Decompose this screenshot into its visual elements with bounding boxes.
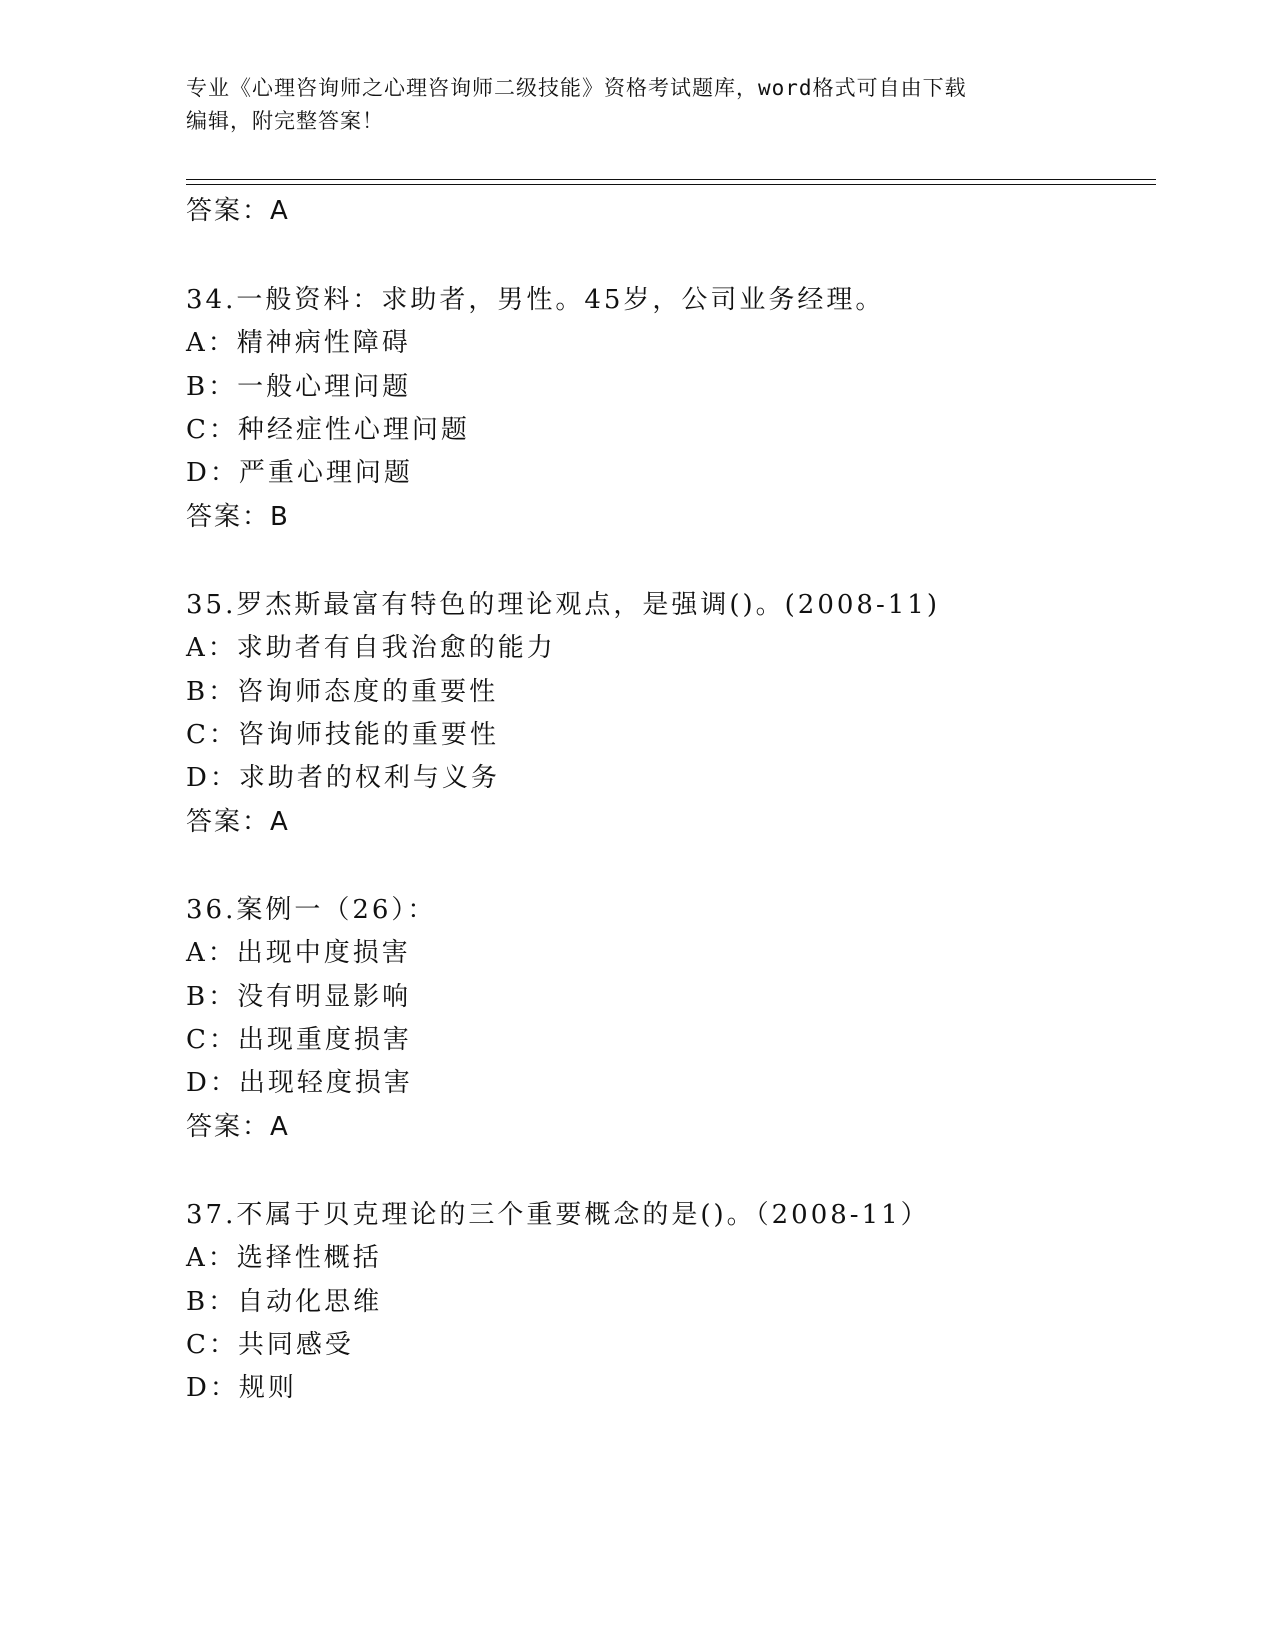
option-b: B：一般心理问题 bbox=[186, 372, 412, 402]
option-d: D：规则 bbox=[186, 1373, 297, 1403]
answer-line: 答案：A bbox=[186, 807, 290, 837]
option-a: A：选择性概括 bbox=[186, 1243, 382, 1273]
header-divider-bottom bbox=[186, 184, 1156, 185]
option-c: C：共同感受 bbox=[186, 1330, 354, 1360]
question-stem: 35.罗杰斯最富有特色的理论观点，是强调()。(2008-11) bbox=[186, 590, 940, 620]
option-b: B：咨询师态度的重要性 bbox=[186, 677, 499, 707]
header-divider-top bbox=[186, 179, 1156, 180]
option-a: A：出现中度损害 bbox=[186, 938, 411, 968]
option-d: D：严重心理问题 bbox=[186, 458, 413, 488]
option-c: C：种经症性心理问题 bbox=[186, 415, 470, 445]
question-stem: 34.一般资料：求助者，男性。45岁，公司业务经理。 bbox=[186, 285, 885, 315]
answer-line: 答案：A bbox=[186, 1112, 290, 1142]
answer-line: 答案：A bbox=[186, 196, 290, 226]
option-b: B：自动化思维 bbox=[186, 1287, 383, 1317]
option-d: D：求助者的权利与义务 bbox=[186, 763, 500, 793]
option-d: D：出现轻度损害 bbox=[186, 1068, 413, 1098]
question-stem: 37.不属于贝克理论的三个重要概念的是()。（2008-11） bbox=[186, 1200, 930, 1230]
option-c: C：咨询师技能的重要性 bbox=[186, 720, 499, 750]
option-b: B：没有明显影响 bbox=[186, 982, 412, 1012]
header-line-1: 专业《心理咨询师之心理咨询师二级技能》资格考试题库，word格式可自由下载 bbox=[186, 76, 967, 100]
question-stem: 36.案例一（26）： bbox=[186, 895, 437, 925]
document-header bbox=[186, 72, 1066, 138]
answer-line: 答案：B bbox=[186, 502, 290, 532]
option-c: C：出现重度损害 bbox=[186, 1025, 412, 1055]
header-line-2: 编辑，附完整答案！ bbox=[186, 109, 384, 133]
option-a: A：精神病性障碍 bbox=[186, 328, 411, 358]
option-a: A：求助者有自我治愈的能力 bbox=[186, 633, 556, 663]
